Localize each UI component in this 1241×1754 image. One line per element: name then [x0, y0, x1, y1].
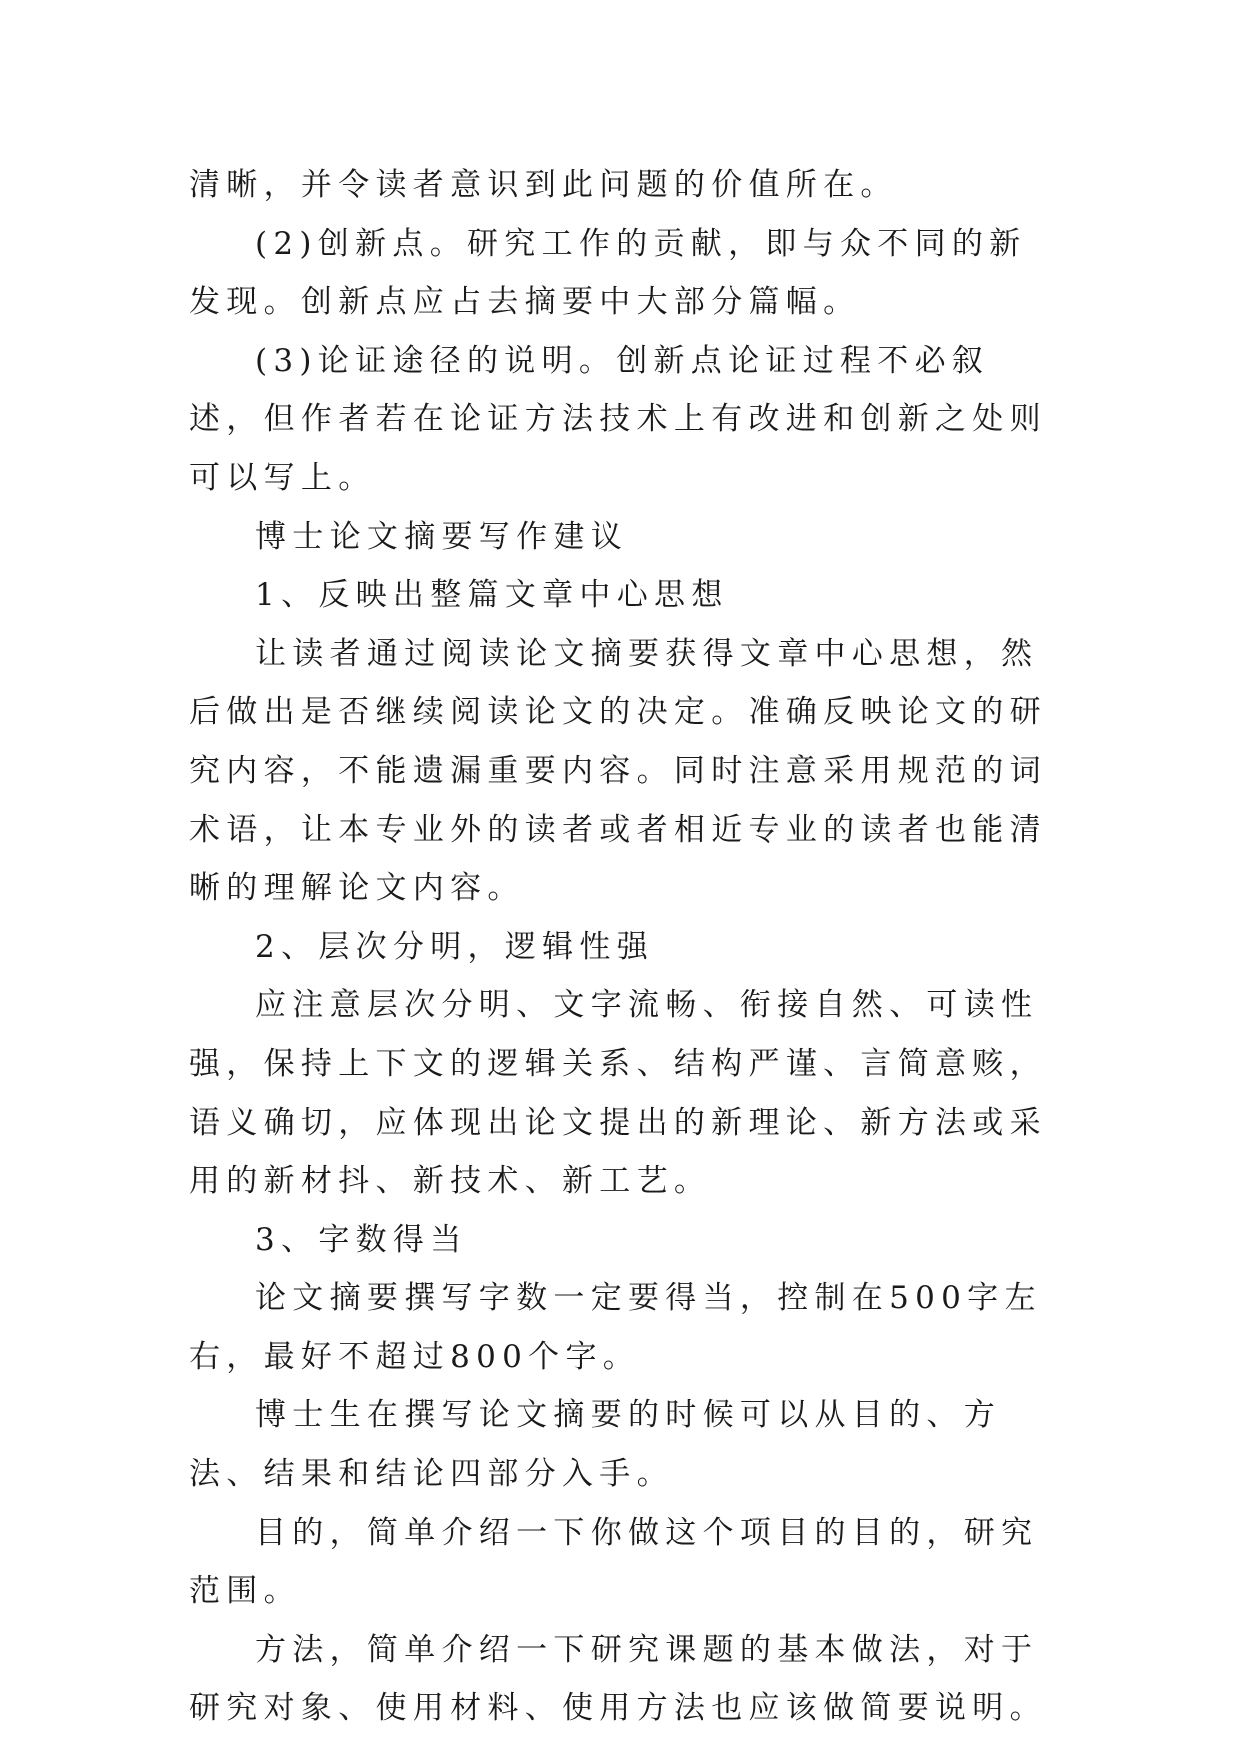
paragraph-6: 论文摘要撰写字数一定要得当，控制在500字左右，最好不超过800个字。: [189, 1280, 1042, 1375]
paragraph-2: (2)创新点。研究工作的贡献，即与众不同的新发现。创新点应占去摘要中大部分篇幅。: [189, 225, 1027, 321]
paragraph-5: 应注意层次分明、文字流畅、衔接自然、可读性强，保持上下文的逻辑关系、结构严谨、言简意赅，语义确切，应体现出论文提出的新理论、新方法或采用的新材抖、新技术、新工艺。: [189, 987, 1047, 1200]
paragraph-8: 目的，简单介绍一下你做这个项目的目的，研究范围。: [189, 1514, 1039, 1610]
paragraph-4: 让读者通过阅读论文摘要获得文章中心思想，然后做出是否继续阅读论文的决定。准确反映论文的研究内容，不能遗漏重要内容。同时注意采用规范的词术语，让本专业外的读者或者相近专业的读者也能清晰的理解论文内容。: [189, 635, 1047, 907]
paragraph-7: 博士生在撰写论文摘要的时候可以从目的、方法、结果和结论四部分入手。: [189, 1397, 1001, 1493]
paragraph-1: 清晰，并令读者意识到此问题的价值所在。: [189, 167, 898, 203]
section-heading: 博士论文摘要写作建议: [255, 518, 628, 555]
paragraph-9: 方法，简单介绍一下研究课题的基本做法，对于研究对象、使用材料、使用方法也应该做简要说明。: [189, 1631, 1047, 1727]
subheading-1: 1、反映出整篇文章中心思想: [255, 577, 729, 614]
document-body: [189, 156, 1059, 1738]
subheading-3: 3、字数得当: [255, 1221, 468, 1258]
paragraph-3: (3)论证途径的说明。创新点论证过程不必叙述，但作者若在论证方法技术上有改进和创新之处则可以写上。: [189, 342, 1047, 496]
subheading-2: 2、层次分明，逻辑性强: [255, 928, 655, 965]
